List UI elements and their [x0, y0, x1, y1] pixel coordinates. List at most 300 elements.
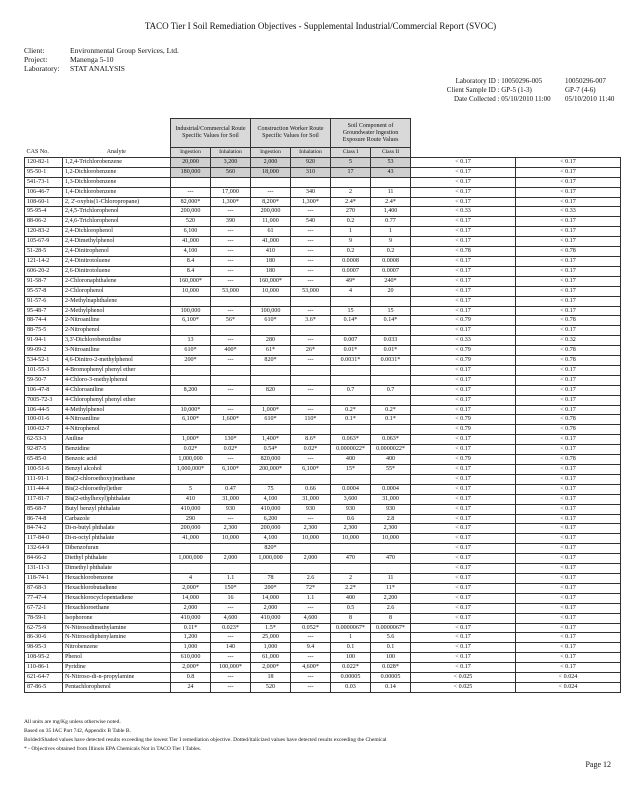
- analyte-cell: Di-n-butyl phthalate: [63, 524, 171, 534]
- value-cell: < 0.17: [411, 187, 516, 197]
- table-row: [25, 296, 621, 306]
- value-cell: [371, 564, 411, 574]
- value-cell: 0.0000067*: [371, 623, 411, 633]
- value-cell: 0.022*: [331, 663, 371, 673]
- value-cell: < 0.17: [516, 167, 621, 177]
- cas-cell: 111-91-1: [25, 474, 63, 484]
- value-cell: < 0.17: [516, 365, 621, 375]
- value-cell: < 0.17: [411, 504, 516, 514]
- table-row: [25, 217, 621, 227]
- cas-cell: 86-30-6: [25, 633, 63, 643]
- value-cell: 1,000,000: [171, 455, 211, 465]
- value-cell: [291, 474, 331, 484]
- value-cell: < 0.17: [411, 375, 516, 385]
- value-cell: 41,000: [251, 237, 291, 247]
- value-cell: 3,600: [331, 494, 371, 504]
- lab-id-2: 10050296-007: [565, 77, 606, 85]
- cas-cell: 77-47-4: [25, 593, 63, 603]
- value-cell: 200,000: [251, 524, 291, 534]
- table-row: [25, 167, 621, 177]
- cas-cell: 85-68-7: [25, 504, 63, 514]
- value-cell: < 0.17: [516, 643, 621, 653]
- table-row: [25, 247, 621, 257]
- value-cell: < 0.17: [516, 544, 621, 554]
- value-cell: 1: [331, 633, 371, 643]
- analyte-cell: Hexachlorobutadiene: [63, 583, 171, 593]
- value-cell: 4,600: [211, 613, 251, 623]
- value-cell: < 0.78: [516, 316, 621, 326]
- value-cell: 0.0031*: [371, 356, 411, 366]
- blank-header: [516, 119, 621, 148]
- value-cell: ---: [291, 336, 331, 346]
- value-cell: [291, 564, 331, 574]
- value-cell: 82,000*: [171, 197, 211, 207]
- value-cell: 610*: [171, 346, 211, 356]
- value-cell: ---: [211, 385, 251, 395]
- value-cell: < 0.17: [411, 465, 516, 475]
- value-cell: 0.063*: [331, 435, 371, 445]
- value-cell: ---: [171, 187, 211, 197]
- value-cell: 1,000: [251, 643, 291, 653]
- value-cell: [331, 474, 371, 484]
- table-row: [25, 425, 621, 435]
- cas-cell: 101-55-3: [25, 365, 63, 375]
- value-cell: 0.14*: [331, 316, 371, 326]
- value-cell: ---: [211, 336, 251, 346]
- value-cell: 0.1: [371, 643, 411, 653]
- value-cell: 200*: [251, 583, 291, 593]
- value-cell: [171, 564, 211, 574]
- analyte-cell: N-Nitrosodiphenylamine: [63, 633, 171, 643]
- value-cell: 0.2*: [371, 405, 411, 415]
- value-cell: < 0.17: [411, 484, 516, 494]
- value-cell: [331, 564, 371, 574]
- table-row: [25, 504, 621, 514]
- value-cell: [291, 395, 331, 405]
- analyte-cell: 4-Chlorophenyl phenyl ether: [63, 395, 171, 405]
- value-cell: < 0.17: [516, 474, 621, 484]
- value-cell: 0.00005: [371, 673, 411, 683]
- value-cell: < 0.17: [411, 167, 516, 177]
- value-cell: < 0.17: [516, 296, 621, 306]
- value-cell: < 0.17: [516, 227, 621, 237]
- value-cell: < 0.17: [516, 653, 621, 663]
- client-label: Client:: [24, 46, 45, 55]
- value-cell: < 0.17: [516, 405, 621, 415]
- value-cell: < 0.17: [411, 276, 516, 286]
- date-label: Date Collected :: [454, 95, 500, 103]
- value-cell: 4,600*: [291, 663, 331, 673]
- analyte-cell: Nitrobenzene: [63, 643, 171, 653]
- value-cell: ---: [211, 673, 251, 683]
- value-cell: < 0.17: [411, 237, 516, 247]
- analyte-cell: 2-Chloronaphthalene: [63, 276, 171, 286]
- value-cell: 31,000: [211, 494, 251, 504]
- value-cell: < 0.17: [516, 157, 621, 167]
- value-cell: 0.052*: [291, 623, 331, 633]
- value-cell: 400*: [211, 346, 251, 356]
- lab-id-1: 10050296-005: [501, 77, 543, 85]
- table-row: [25, 385, 621, 395]
- value-cell: ---: [291, 682, 331, 692]
- cas-cell: 7005-72-3: [25, 395, 63, 405]
- value-cell: < 0.17: [411, 514, 516, 524]
- value-cell: 1,000,000: [251, 554, 291, 564]
- value-cell: ---: [211, 633, 251, 643]
- cas-cell: 106-47-8: [25, 385, 63, 395]
- value-cell: 0.023*: [211, 623, 251, 633]
- table-row: [25, 682, 621, 692]
- table-row: [25, 256, 621, 266]
- value-cell: 1.5*: [251, 623, 291, 633]
- value-cell: 410: [171, 494, 211, 504]
- value-cell: < 0.17: [516, 385, 621, 395]
- value-cell: 0.6: [331, 514, 371, 524]
- value-cell: ---: [291, 207, 331, 217]
- value-cell: 15: [331, 306, 371, 316]
- value-cell: 200,000: [171, 524, 211, 534]
- value-cell: 100,000: [251, 306, 291, 316]
- value-cell: 820*: [251, 544, 291, 554]
- value-cell: 0.5: [331, 603, 371, 613]
- table-row: [25, 554, 621, 564]
- value-cell: 14,000: [251, 593, 291, 603]
- value-cell: < 0.17: [411, 633, 516, 643]
- value-cell: 0.02*: [171, 445, 211, 455]
- value-cell: 0.2: [331, 217, 371, 227]
- value-cell: 100,000: [171, 306, 211, 316]
- value-cell: < 0.78: [516, 455, 621, 465]
- table-row: [25, 266, 621, 276]
- table-row: [25, 593, 621, 603]
- value-cell: 200,000*: [251, 465, 291, 475]
- analyte-cell: Benzidine: [63, 445, 171, 455]
- value-cell: < 0.17: [516, 504, 621, 514]
- value-cell: [171, 544, 211, 554]
- value-cell: 0.0000067*: [331, 623, 371, 633]
- value-cell: 61: [251, 227, 291, 237]
- value-cell: 15*: [331, 465, 371, 475]
- value-cell: 2.6: [291, 573, 331, 583]
- value-cell: < 0.17: [516, 375, 621, 385]
- value-cell: [211, 375, 251, 385]
- value-cell: 18,000: [251, 167, 291, 177]
- value-cell: 43: [371, 167, 411, 177]
- table-row: [25, 276, 621, 286]
- date-2: 05/10/2010 11:40: [565, 95, 615, 103]
- table-row: [25, 583, 621, 593]
- table-row: [25, 494, 621, 504]
- value-cell: 1,600*: [211, 415, 251, 425]
- value-cell: 1,000,000: [171, 554, 211, 564]
- table-row: [25, 474, 621, 484]
- value-cell: [211, 425, 251, 435]
- analyte-cell: Pentachlorophenol: [63, 682, 171, 692]
- value-cell: < 0.78: [411, 247, 516, 257]
- value-cell: 20: [371, 286, 411, 296]
- value-cell: [291, 375, 331, 385]
- analyte-cell: Butyl benzyl phthalate: [63, 504, 171, 514]
- value-cell: 31,000: [291, 494, 331, 504]
- value-cell: 4: [331, 286, 371, 296]
- value-cell: 270: [331, 207, 371, 217]
- table-row: [25, 455, 621, 465]
- value-cell: 1,400*: [251, 435, 291, 445]
- value-cell: ---: [211, 603, 251, 613]
- value-cell: < 0.17: [516, 603, 621, 613]
- cas-header: CAS No.: [26, 148, 49, 155]
- value-cell: 340: [291, 187, 331, 197]
- value-cell: 100,000*: [211, 663, 251, 673]
- value-cell: [291, 365, 331, 375]
- value-cell: 4,100: [251, 534, 291, 544]
- value-cell: < 0.17: [411, 474, 516, 484]
- analyte-cell: 4-Nitrophenol: [63, 425, 171, 435]
- value-cell: 930: [371, 504, 411, 514]
- value-cell: < 0.17: [516, 593, 621, 603]
- value-cell: < 0.79: [411, 346, 516, 356]
- value-cell: 10,000: [251, 286, 291, 296]
- value-cell: < 0.17: [516, 514, 621, 524]
- cas-cell: 108-60-1: [25, 197, 63, 207]
- class1-header: Class I: [331, 148, 371, 158]
- analyte-cell: Benzoic acid: [63, 455, 171, 465]
- cas-cell: 78-59-1: [25, 613, 63, 623]
- analyte-cell: Hexachlorobenzene: [63, 573, 171, 583]
- cas-cell: 106-46-7: [25, 187, 63, 197]
- blank-header: [411, 119, 516, 148]
- value-cell: 0.7: [371, 385, 411, 395]
- value-cell: < 0.17: [516, 623, 621, 633]
- value-cell: < 0.17: [411, 405, 516, 415]
- value-cell: < 0.024: [516, 682, 621, 692]
- value-cell: 15: [371, 306, 411, 316]
- notes: [24, 718, 387, 754]
- value-cell: < 0.17: [516, 306, 621, 316]
- value-cell: 56*: [211, 316, 251, 326]
- value-cell: 180: [251, 266, 291, 276]
- value-cell: < 0.78: [516, 425, 621, 435]
- value-cell: 610,000: [171, 653, 211, 663]
- value-cell: 0.02*: [211, 445, 251, 455]
- analyte-cell: Bis(2-chloroethyl)ether: [63, 484, 171, 494]
- value-cell: < 0.17: [411, 524, 516, 534]
- value-cell: < 0.17: [411, 365, 516, 375]
- value-cell: 540: [291, 217, 331, 227]
- value-cell: 0.2: [331, 247, 371, 257]
- value-cell: 4,600: [291, 613, 331, 623]
- value-cell: [211, 365, 251, 375]
- date-1: 05/10/2010 11:00: [501, 95, 551, 103]
- value-cell: 2,000*: [171, 663, 211, 673]
- value-cell: [251, 365, 291, 375]
- value-cell: 610*: [251, 415, 291, 425]
- value-cell: 75: [251, 484, 291, 494]
- value-cell: 61*: [251, 346, 291, 356]
- table-row: [25, 286, 621, 296]
- date-line: [454, 95, 617, 103]
- cas-cell: 62-53-3: [25, 435, 63, 445]
- value-cell: [331, 395, 371, 405]
- value-cell: < 0.79: [411, 425, 516, 435]
- value-cell: ---: [211, 455, 251, 465]
- sample-id-1: GP-5 (1-3): [501, 86, 532, 94]
- value-cell: 200,000: [251, 207, 291, 217]
- value-cell: [211, 544, 251, 554]
- value-cell: 0.0007: [371, 266, 411, 276]
- value-cell: 0.0004: [371, 484, 411, 494]
- class2-header: Class II: [371, 148, 411, 158]
- value-cell: ---: [291, 385, 331, 395]
- ingestion-header: Ingestion: [171, 148, 211, 158]
- value-cell: 8: [371, 613, 411, 623]
- note-1: All units are mg/Kg unless otherwise noted.: [24, 719, 121, 725]
- value-cell: 53,000: [211, 286, 251, 296]
- value-cell: 0.063*: [371, 435, 411, 445]
- value-cell: 0.7: [331, 385, 371, 395]
- value-cell: 290: [171, 514, 211, 524]
- value-cell: 150*: [211, 583, 251, 593]
- table-row: [25, 653, 621, 663]
- value-cell: < 0.33: [516, 207, 621, 217]
- value-cell: [251, 474, 291, 484]
- value-cell: [371, 365, 411, 375]
- value-cell: < 0.17: [516, 663, 621, 673]
- cas-cell: 88-06-2: [25, 217, 63, 227]
- cas-cell: 111-44-4: [25, 484, 63, 494]
- cas-cell: 98-95-3: [25, 643, 63, 653]
- value-cell: 10,000: [331, 534, 371, 544]
- value-cell: 200,000: [171, 207, 211, 217]
- value-cell: [371, 425, 411, 435]
- value-cell: [171, 326, 211, 336]
- analyte-cell: 4-Chloroaniline: [63, 385, 171, 395]
- value-cell: 0.033: [371, 336, 411, 346]
- sample-id-label: Client Sample ID :: [446, 86, 500, 94]
- value-cell: [211, 296, 251, 306]
- value-cell: 0.01*: [331, 346, 371, 356]
- value-cell: ---: [251, 187, 291, 197]
- value-cell: [171, 375, 211, 385]
- cas-cell: 62-75-9: [25, 623, 63, 633]
- value-cell: < 0.025: [411, 682, 516, 692]
- analyte-cell: Pyridine: [63, 663, 171, 673]
- value-cell: 9.4: [291, 643, 331, 653]
- cas-cell: 95-50-1: [25, 167, 63, 177]
- value-cell: 410,000: [171, 504, 211, 514]
- lab-id-label: Laboratory ID :: [455, 77, 500, 85]
- value-cell: < 0.17: [516, 276, 621, 286]
- value-cell: ---: [291, 356, 331, 366]
- value-cell: ---: [291, 603, 331, 613]
- table-row: [25, 564, 621, 574]
- value-cell: < 0.17: [411, 623, 516, 633]
- value-cell: 200*: [171, 356, 211, 366]
- value-cell: 2,000*: [251, 663, 291, 673]
- value-cell: ---: [291, 227, 331, 237]
- value-cell: 820*: [251, 356, 291, 366]
- cas-cell: 91-57-6: [25, 296, 63, 306]
- value-cell: < 0.17: [411, 583, 516, 593]
- table-row: [25, 336, 621, 346]
- value-cell: [251, 375, 291, 385]
- table-row: [25, 573, 621, 583]
- cas-cell: 95-95-4: [25, 207, 63, 217]
- analyte-cell: 2,4,6-Trichlorophenol: [63, 217, 171, 227]
- value-cell: 0.8: [171, 673, 211, 683]
- table-row: [25, 673, 621, 683]
- value-cell: 0.0008: [331, 256, 371, 266]
- cas-cell: 95-48-7: [25, 306, 63, 316]
- table-row: [25, 365, 621, 375]
- cas-cell: 118-74-1: [25, 573, 63, 583]
- value-cell: [251, 177, 291, 187]
- value-cell: [171, 395, 211, 405]
- value-cell: 0.1*: [371, 415, 411, 425]
- table-row: [25, 227, 621, 237]
- value-cell: 410,000: [251, 504, 291, 514]
- value-cell: 930: [331, 504, 371, 514]
- value-cell: [291, 425, 331, 435]
- value-cell: 520: [171, 217, 211, 227]
- value-cell: 2.4*: [371, 197, 411, 207]
- cas-cell: 120-82-1: [25, 157, 63, 167]
- analyte-cell: 2,6-Dinitrotoluene: [63, 266, 171, 276]
- value-cell: < 0.17: [516, 286, 621, 296]
- value-cell: 8,200*: [251, 197, 291, 207]
- value-cell: < 0.17: [411, 296, 516, 306]
- value-cell: 2,000: [291, 554, 331, 564]
- value-cell: < 0.17: [411, 603, 516, 613]
- value-cell: [331, 177, 371, 187]
- value-cell: 820,000: [251, 455, 291, 465]
- value-cell: < 0.79: [411, 356, 516, 366]
- cas-cell: 105-67-9: [25, 237, 63, 247]
- cas-cell: 84-66-2: [25, 554, 63, 564]
- cas-cell: 92-87-5: [25, 445, 63, 455]
- value-cell: 390: [211, 217, 251, 227]
- analyte-cell: 2-Chlorophenol: [63, 286, 171, 296]
- value-cell: 0.0008: [371, 256, 411, 266]
- value-cell: ---: [211, 306, 251, 316]
- value-cell: < 0.78: [516, 346, 621, 356]
- value-cell: 8: [331, 613, 371, 623]
- value-cell: 1.1: [211, 573, 251, 583]
- value-cell: 410,000: [251, 613, 291, 623]
- value-cell: [331, 375, 371, 385]
- value-cell: 8.6*: [291, 435, 331, 445]
- laboratory-label: Laboratory:: [24, 64, 60, 73]
- value-cell: 18: [251, 673, 291, 683]
- cas-cell: 51-28-5: [25, 247, 63, 257]
- group-header-industrial: Industrial/Commercial Route Specific Values for Soil: [171, 119, 251, 148]
- analyte-cell: Dimethyl phthalate: [63, 564, 171, 574]
- value-cell: 8.4: [171, 266, 211, 276]
- value-cell: ---: [291, 633, 331, 643]
- cas-cell: 88-75-5: [25, 326, 63, 336]
- value-cell: < 0.17: [411, 643, 516, 653]
- analyte-cell: 3,3'-Dichlorobenzidine: [63, 336, 171, 346]
- value-cell: [171, 425, 211, 435]
- value-cell: < 0.33: [411, 207, 516, 217]
- value-cell: 72*: [291, 583, 331, 593]
- value-cell: 0.54*: [251, 445, 291, 455]
- table-row: [25, 415, 621, 425]
- cas-cell: 87-86-5: [25, 682, 63, 692]
- analyte-cell: 4,6-Dinitro-2-methylphenol: [63, 356, 171, 366]
- value-cell: 5: [171, 484, 211, 494]
- value-cell: 930: [291, 504, 331, 514]
